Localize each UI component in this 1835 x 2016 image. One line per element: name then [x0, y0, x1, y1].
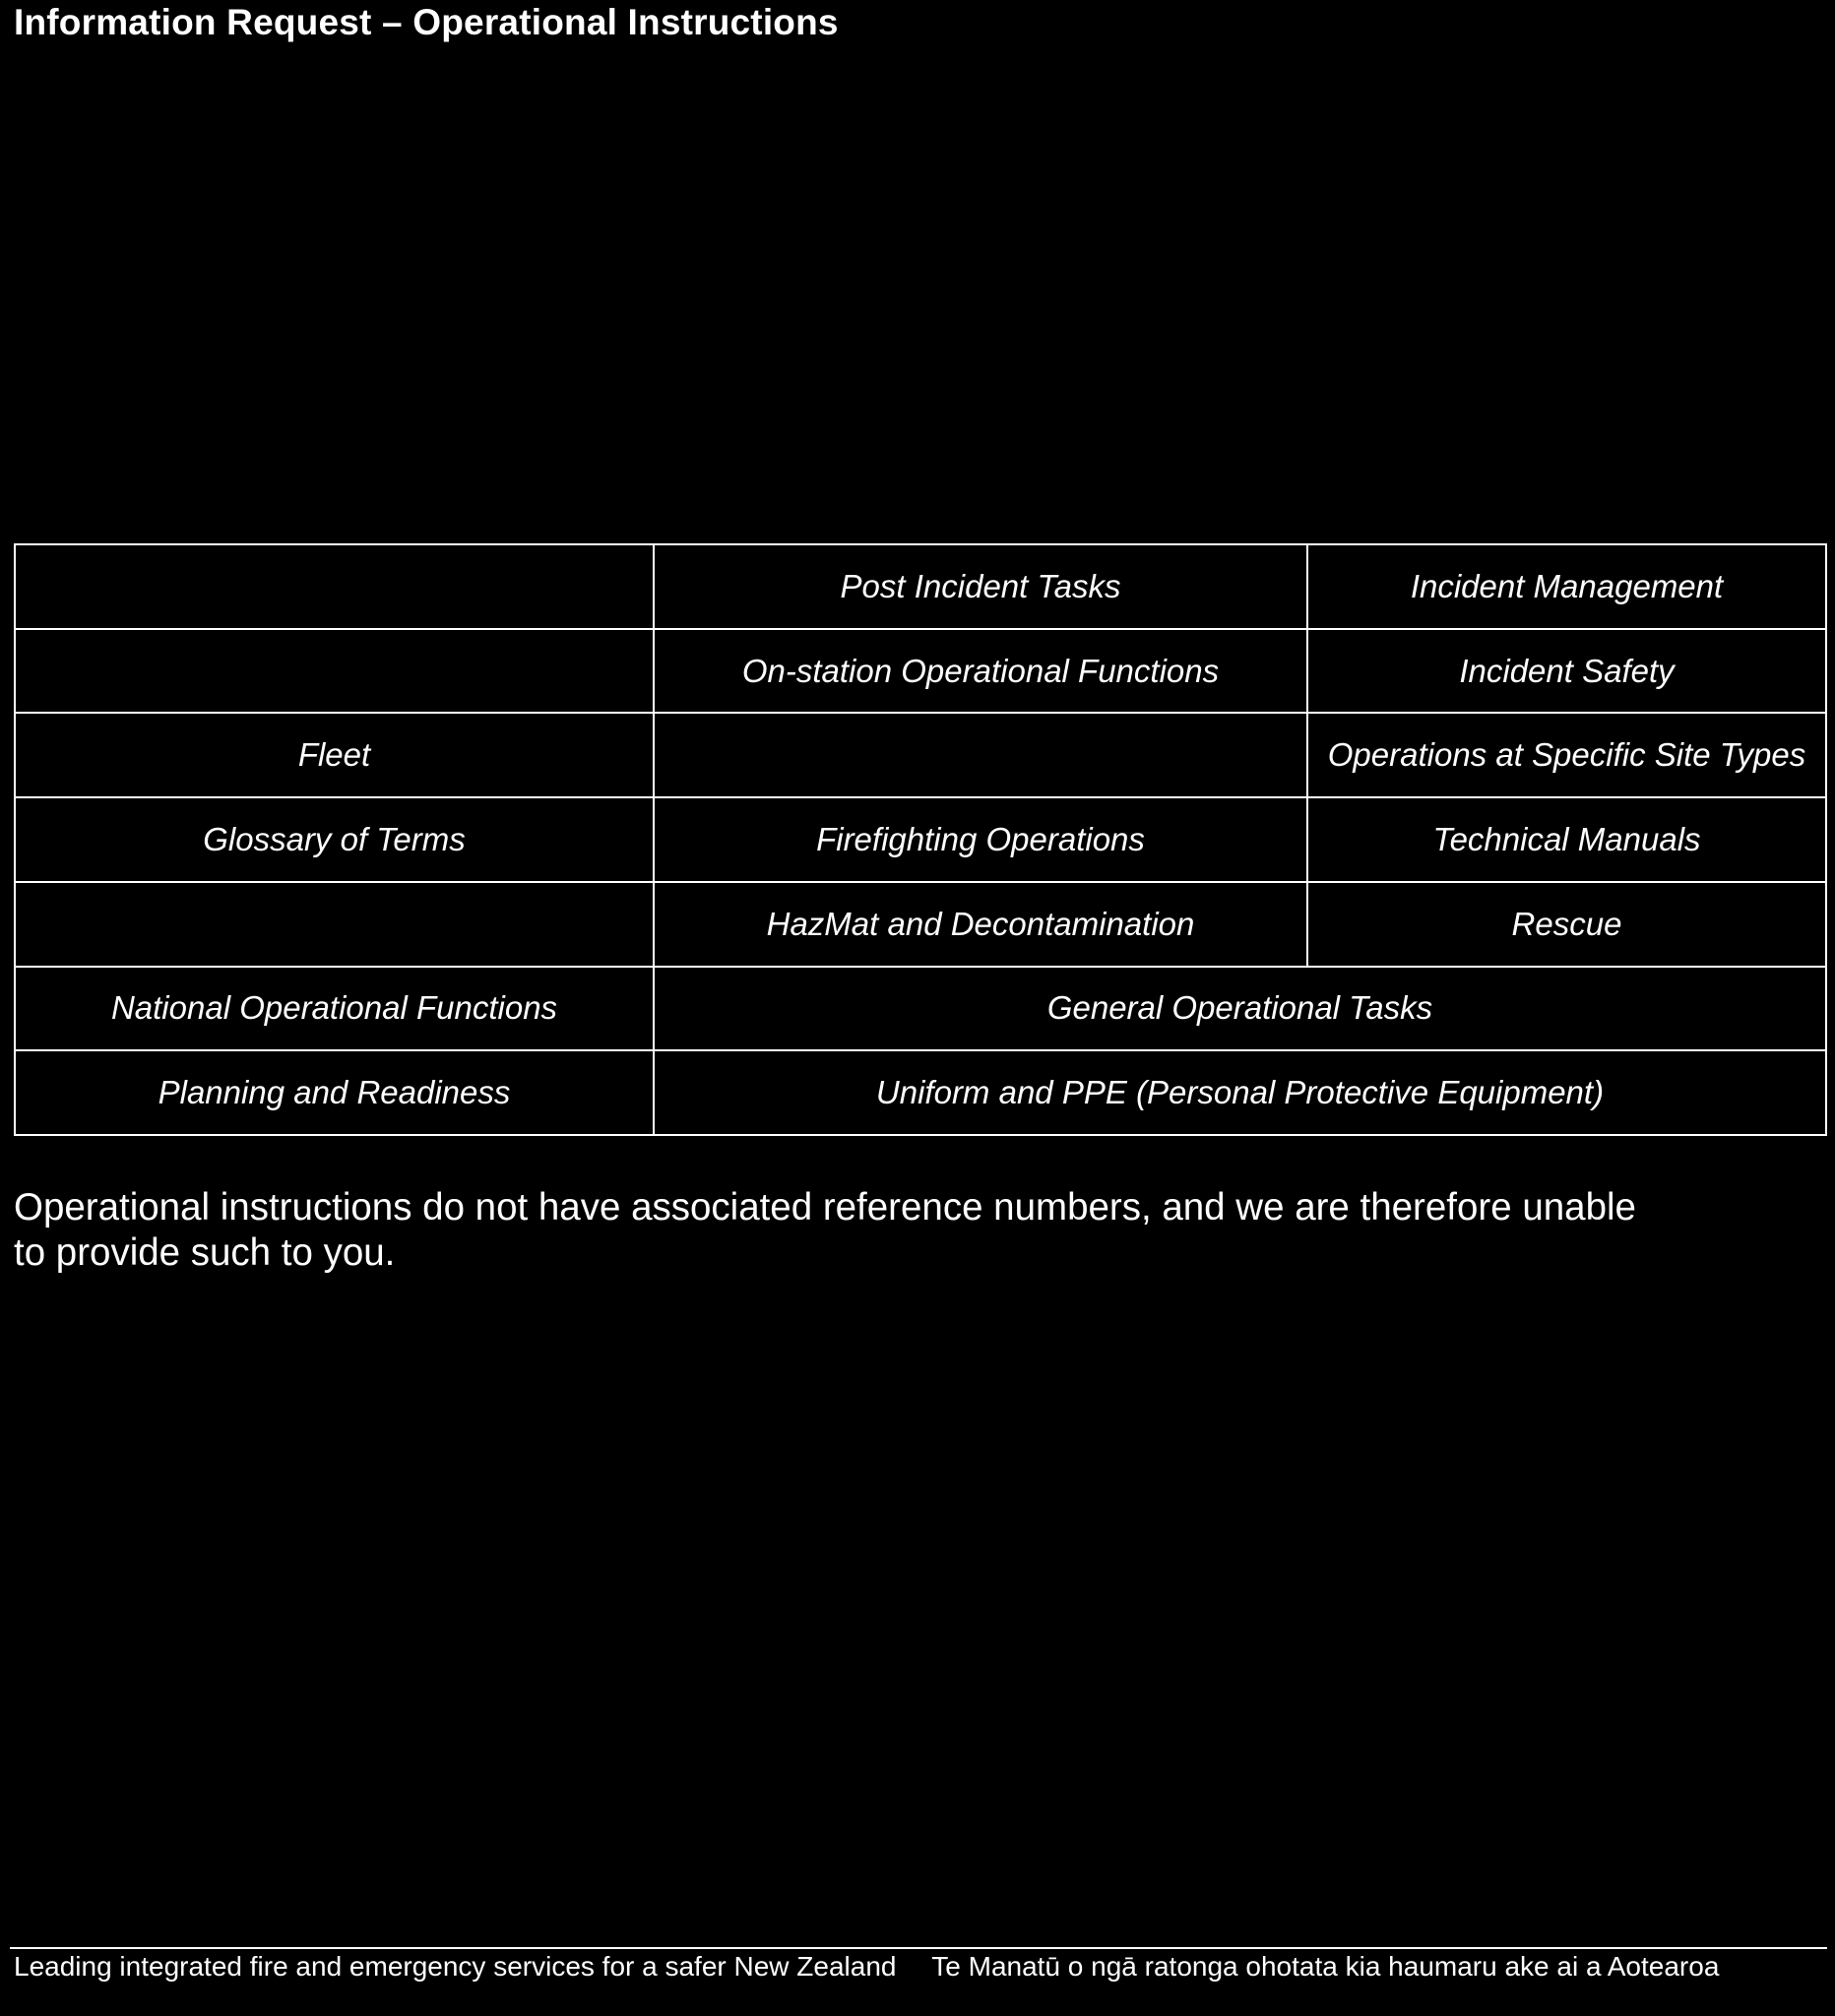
table-row — [15, 967, 1826, 1051]
footer — [14, 1951, 1831, 1983]
operational-categories-table — [14, 543, 1827, 1136]
footer-tagline-maori: Te Manatū o ngā ratonga ohotata kia haumaru ake ai a Aotearoa — [931, 1951, 1720, 1982]
table-cell: Glossary of Terms — [15, 797, 654, 882]
table-row — [15, 629, 1826, 714]
table-cell: Rescue — [1307, 882, 1826, 967]
table-cell — [15, 629, 654, 714]
table-cell: HazMat and Decontamination — [654, 882, 1307, 967]
table-cell: National Operational Functions — [15, 967, 654, 1051]
table-cell: Uniform and PPE (Personal Protective Equipment) — [654, 1050, 1826, 1135]
table-cell — [654, 713, 1307, 797]
table-row — [15, 1050, 1826, 1135]
table-row — [15, 797, 1826, 882]
reference-numbers-note — [14, 1185, 1831, 1276]
table-cell: Technical Manuals — [1307, 797, 1826, 882]
table-row — [15, 713, 1826, 797]
table-cell: Firefighting Operations — [654, 797, 1307, 882]
table-cell: General Operational Tasks — [654, 967, 1826, 1051]
table-cell: Fleet — [15, 713, 654, 797]
table-cell: Post Incident Tasks — [654, 544, 1307, 629]
table-cell: Operations at Specific Site Types — [1307, 713, 1826, 797]
table-cell: Incident Safety — [1307, 629, 1826, 714]
footer-divider — [10, 1947, 1827, 1949]
table-cell: Planning and Readiness — [15, 1050, 654, 1135]
note-line: to provide such to you. — [14, 1231, 396, 1274]
note-line: Operational instructions do not have associated reference numbers, and we are therefore unable — [14, 1186, 1636, 1228]
table-cell: On-station Operational Functions — [654, 629, 1307, 714]
footer-tagline-english: Leading integrated fire and emergency services for a safer New Zealand — [14, 1951, 897, 1982]
table-row — [15, 544, 1826, 629]
table-row — [15, 882, 1826, 967]
page-title: Information Request – Operational Instructions — [14, 2, 839, 42]
table-cell — [15, 544, 654, 629]
table-cell: Incident Management — [1307, 544, 1826, 629]
table-cell — [15, 882, 654, 967]
